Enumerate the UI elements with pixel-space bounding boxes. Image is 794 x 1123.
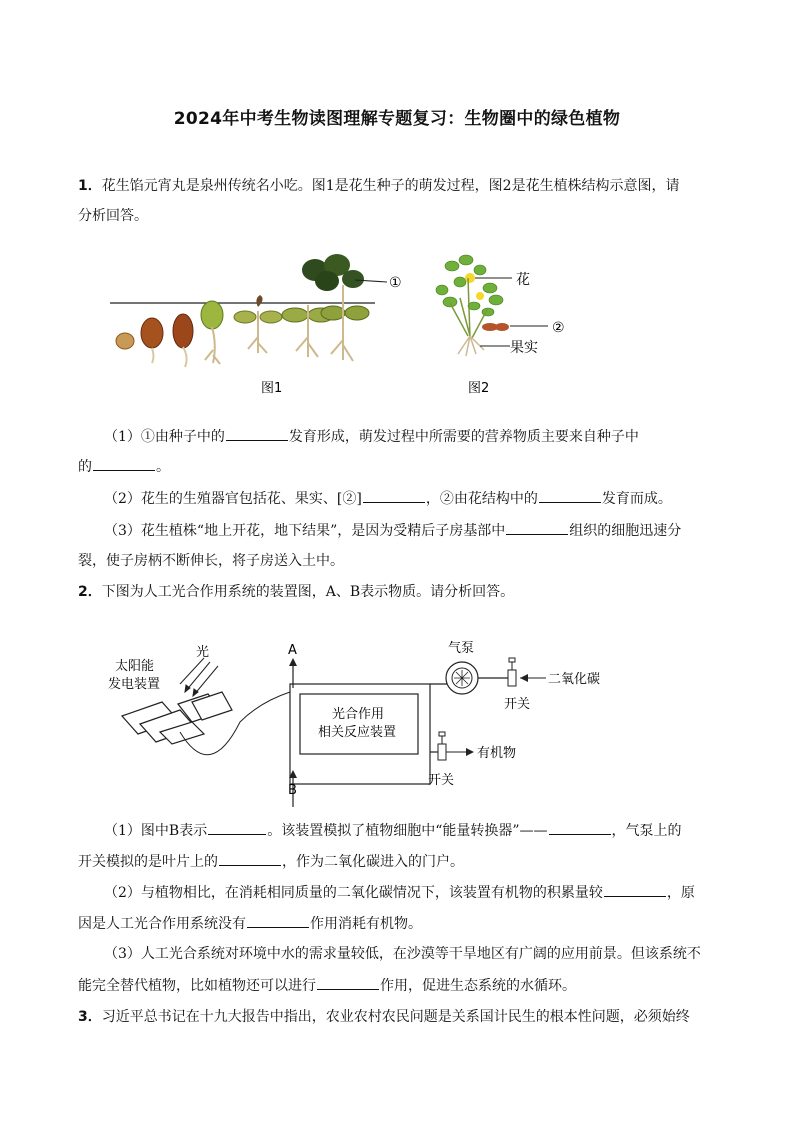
q1-sub1-line-2 <box>78 456 170 477</box>
light-label: 光 <box>196 645 210 660</box>
q2-intro-text: 下图为人工光合作用系统的装置图，A、B表示物质。请分析回答。 <box>101 584 515 600</box>
figure-2-fruit-label: 果实 <box>510 340 538 356</box>
top-switch <box>508 670 516 686</box>
q2-sub1-text-3: ，气泵上的 <box>611 823 682 839</box>
q2-sub3-line-1: （3）人工光合系统对环境中水的需求量较低，在沙漠等干旱地区有广阔的应用前景。但该系统不 <box>104 946 701 962</box>
q2-sub3-line-2 <box>78 975 576 996</box>
q2-sub1-text-2: 。该装置模拟了植物细胞中“能量转换器”—— <box>267 823 548 839</box>
figure-2-flower-label: 花 <box>516 272 530 288</box>
q1-sub2-line <box>104 488 672 509</box>
answer-blank[interactable] <box>93 456 155 471</box>
reactor-label-1: 光合作用 <box>332 707 385 722</box>
q1-sub1-text-3: 的 <box>78 459 92 475</box>
q1-sub3-line-2: 裂，使子房柄不断伸长，将子房送入土中。 <box>78 553 344 569</box>
answer-blank[interactable] <box>208 820 266 835</box>
q2-intro-line <box>78 582 514 602</box>
solar-label-1: 太阳能 <box>115 659 155 674</box>
figure-2-peanut-plant <box>430 248 580 398</box>
answer-blank[interactable] <box>219 851 281 866</box>
q3-intro-text: 习近平总书记在十九大报告中指出，农业农村农民问题是关系国计民生的根本性问题，必须始终 <box>101 1009 690 1025</box>
figure-1-caption: 图1 <box>261 381 283 396</box>
q1-sub3-text-2: 组织的细胞迅速分 <box>569 523 682 539</box>
figure-2-caption: 图2 <box>468 381 490 396</box>
answer-blank[interactable] <box>247 913 309 928</box>
answer-blank[interactable] <box>317 975 379 990</box>
q2-sub2-text-4: 作用消耗有机物。 <box>310 916 422 932</box>
answer-blank[interactable] <box>506 520 568 535</box>
q2-sub2-line-1 <box>104 882 695 903</box>
label-B: B <box>288 783 297 798</box>
q1-intro-line-2: 分析回答。 <box>78 208 148 224</box>
q2-sub1-text-5: ，作为二氧化碳进入的门户。 <box>282 854 464 870</box>
light-arrows <box>180 658 218 696</box>
q2-sub1-line-1 <box>104 820 682 841</box>
page-title: 2024年中考生物读图理解专题复习：生物圈中的绿色植物 <box>173 109 621 129</box>
answer-blank[interactable] <box>549 820 611 835</box>
figure-2-marker-2: ② <box>552 320 565 336</box>
q3-number: 3． <box>78 1009 102 1025</box>
q2-sub2-text: （2）与植物相比，在消耗相同质量的二氧化碳情况下，该装置有机物的积累量较 <box>104 885 603 901</box>
bottom-switch <box>438 744 446 760</box>
answer-blank[interactable] <box>226 426 288 441</box>
q1-sub1-line-1 <box>104 426 639 447</box>
q1-sub1-text-2: 发育形成，萌发过程中所需要的营养物质主要来自种子中 <box>288 429 639 445</box>
co2-label: 二氧化碳 <box>548 672 601 687</box>
bottom-switch-label: 开关 <box>428 773 455 788</box>
q1-sub2-text: （2）花生的生殖器官包括花、果实、[②] <box>104 491 362 507</box>
q1-number: 1． <box>78 178 102 194</box>
solar-label-2: 发电装置 <box>108 677 161 692</box>
q1-intro-line-1 <box>78 176 680 196</box>
q1-sub3-line-1 <box>104 520 681 541</box>
reactor-label-2: 相关反应装置 <box>318 725 397 740</box>
q3-intro-line <box>78 1007 690 1027</box>
solar-panels <box>122 692 232 744</box>
q1-sub1-text-4: 。 <box>156 459 170 475</box>
pump-label: 气泵 <box>448 641 475 656</box>
answer-blank[interactable] <box>363 488 425 503</box>
label-A: A <box>288 643 297 658</box>
figure-1-marker-1: ① <box>389 275 402 291</box>
q1-sub2-text-2: ，②由花结构中的 <box>425 491 538 507</box>
q2-sub2-text-3: 因是人工光合作用系统没有 <box>78 916 246 932</box>
figure-photosynthesis-device <box>100 632 640 807</box>
answer-blank[interactable] <box>604 882 666 897</box>
q1-sub1-text: （1）①由种子中的 <box>104 429 225 445</box>
q2-sub2-text-2: ，原 <box>666 885 695 901</box>
figure-1-germination <box>105 245 415 400</box>
q2-sub3-text: 能完全替代植物，比如植物还可以进行 <box>78 978 316 994</box>
q2-sub1-line-2 <box>78 851 464 872</box>
top-switch-label: 开关 <box>504 697 531 712</box>
q2-sub3-text-2: 作用，促进生态系统的水循环。 <box>380 978 576 994</box>
answer-blank[interactable] <box>539 488 601 503</box>
q2-sub1-text: （1）图中B表示 <box>104 823 208 839</box>
q2-sub2-line-2 <box>78 913 422 934</box>
q1-sub2-text-3: 发育而成。 <box>601 491 672 507</box>
q1-intro-text: 花生馅元宵丸是泉州传统名小吃。图1是花生种子的萌发过程，图2是花生植株结构示意图，请 <box>101 178 680 194</box>
q2-number: 2． <box>78 584 102 600</box>
q1-sub3-text: （3）花生植株“地上开花，地下结果”，是因为受精后子房基部中 <box>104 523 506 539</box>
organic-label: 有机物 <box>477 746 517 761</box>
q2-sub1-text-4: 开关模拟的是叶片上的 <box>78 854 218 870</box>
